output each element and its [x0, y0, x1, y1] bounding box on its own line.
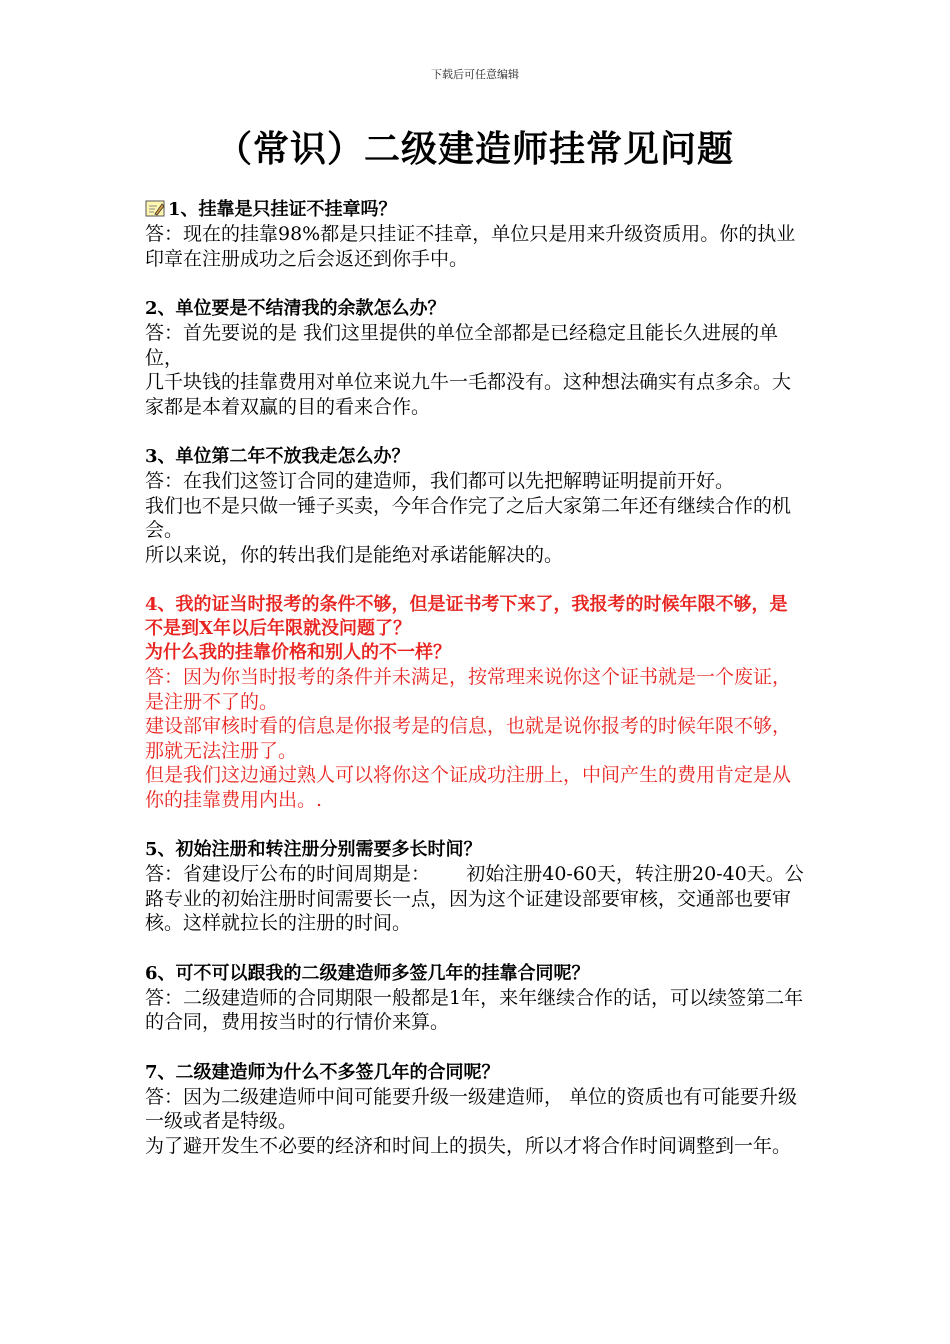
answer-1-p1: 答：现在的挂靠98%都是只挂证不挂章，单位只是用来升级资质用。你的执业印章在注册成功之后会返还到你手中。 [145, 223, 796, 270]
qa-item-4 [145, 593, 805, 812]
answer-3-p1: 答：在我们这签订合同的建造师，我们都可以先把解聘证明提前开好。 [145, 470, 735, 492]
answer-2-p2: 几千块钱的挂靠费用对单位来说九牛一毛都没有。这种想法确实有点多余。大家都是本着双赢的目的看来合作。 [145, 371, 792, 418]
question-4: 4、我的证当时报考的条件不够，但是证书考下来了，我报考的时候年限不够，是不是到X年以后年限就没问题了？ [145, 594, 788, 639]
question-1-text: 1、挂靠是只挂证不挂章吗？ [168, 199, 397, 220]
question-6: 6、可不可以跟我的二级建造师多签几年的挂靠合同呢？ [145, 962, 590, 984]
page-title: （常识）二级建造师挂常见问题 [215, 128, 734, 170]
qa-item-3 [145, 445, 805, 567]
question-7: 7、二级建造师为什么不多签几年的合同呢？ [145, 1061, 500, 1083]
answer-4-p1: 答：因为你当时报考的条件并未满足，按常理来说你这个证书就是一个废证，是注册不了的。 [145, 666, 792, 713]
header-note: 下载后可任意编辑 [431, 68, 519, 81]
qa-item-7 [145, 1061, 805, 1159]
answer-2-p1: 答：首先要说的是 我们这里提供的单位全部都是已经稳定且能长久进展的单位， [145, 322, 779, 369]
answer-3-p2: 我们也不是只做一锤子买卖，今年合作完了之后大家第二年还有继续合作的机会。 [145, 494, 792, 541]
question-3: 3、单位第二年不放我走怎么办？ [145, 446, 410, 467]
question-4-sub: 为什么我的挂靠价格和别人的不一样？ [145, 642, 451, 663]
answer-7-p2: 为了避开发生不必要的经济和时间上的损失，所以才将合作时间调整到一年。 [145, 1134, 792, 1157]
question-2: 2、单位要是不结清我的余款怎么办？ [145, 298, 446, 319]
answer-3-p3: 所以来说，你的转出我们是能绝对承诺能解决的。 [145, 543, 564, 566]
qa-item-1 [145, 198, 805, 271]
qa-item-2 [145, 297, 805, 419]
answer-4-p2: 建设部审核时看的信息是你报考是的信息，也就是说你报考的时候年限不够，那就无法注册了。 [145, 715, 792, 762]
answer-6-p1: 答：二级建造师的合同期限一般都是1年，来年继续合作的话，可以续签第二年的合同，费用按当时的行情价来算。 [145, 986, 804, 1033]
answer-5-p1: 答：省建设厅公布的时间周期是： 初始注册40-60天，转注册20-40天。公路专业的初始注册时间需要长一点，因为这个证建设部要审核，交通部也要审核。这样就拉长的注册的时间。 [145, 863, 804, 934]
qa-item-6 [145, 962, 805, 1035]
answer-7-p1: 答：因为二级建造师中间可能要升级一级建造师， 单位的资质也有可能要升级一级或者是特级。 [145, 1085, 798, 1132]
qa-item-5 [145, 838, 805, 936]
question-5: 5、初始注册和转注册分别需要多长时间？ [145, 839, 482, 860]
question-1 [145, 198, 805, 222]
note-pencil-icon [145, 200, 165, 217]
answer-4-p3: 但是我们这边通过熟人可以将你这个证成功注册上，中间产生的费用肯定是从你的挂靠费用内出。. [145, 764, 792, 811]
qa-list [145, 198, 805, 1184]
